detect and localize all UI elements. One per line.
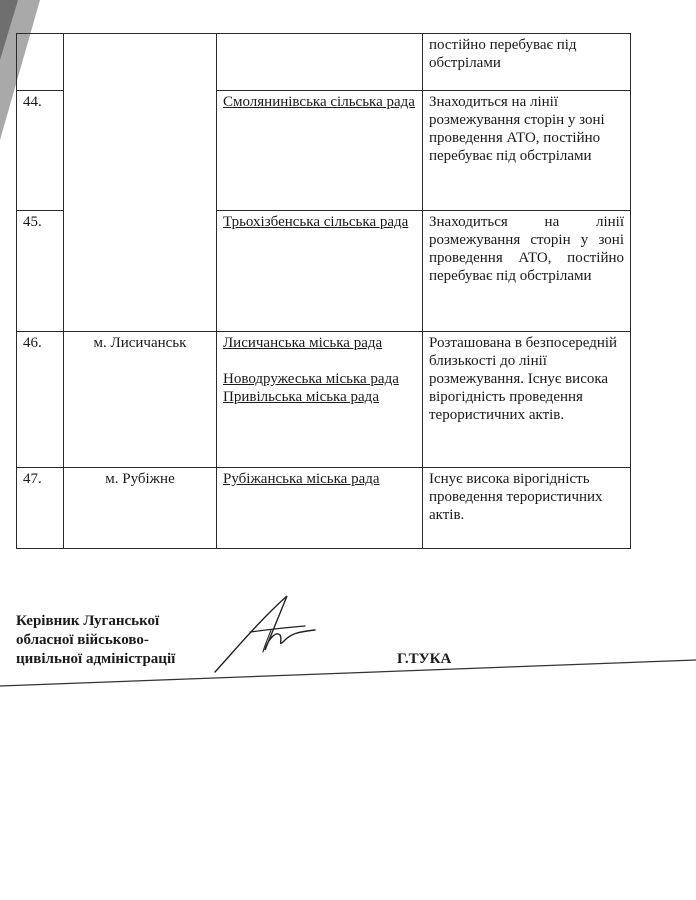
council-name: Смолянинівська сільська рада (223, 94, 415, 110)
council-name: Трьохізбенська сільська рада (223, 214, 409, 230)
row-number-cell: 44. (17, 91, 64, 211)
row-number-cell: 47. (17, 468, 64, 549)
row-number-cell: 45. (17, 211, 64, 332)
city-cell: м. Лисичанськ (64, 332, 217, 468)
status-text: Знаходиться на лінії розмежування сторін у зоні проведення АТО, постійно перебуває під обстрілами (429, 214, 624, 284)
status-text: Існує висока вірогідність проведення терористичних актів. (429, 471, 603, 523)
signatory-title-line: цивільної адміністрації (16, 651, 176, 667)
council-name: Новодружеська міська рада (223, 371, 399, 387)
council-name: Лисичанська міська рада (223, 335, 383, 351)
status-text: Знаходиться на лінії розмежування сторін у зоні проведення АТО, постійно перебуває під обстрілами (429, 94, 605, 164)
signatory-title-line: Керівник Луганської (16, 613, 160, 629)
council-name: Привільська міська рада (223, 389, 379, 405)
council-name: Рубіжанська міська рада (223, 471, 380, 487)
signatory-name: Г.ТУКА (397, 651, 452, 667)
status-text: Розташована в безпосередній близькості до лінії розмежування. Існує висока вірогідність проведення терористичних актів. (429, 335, 618, 423)
signatory-title-line: обласної військово- (16, 632, 149, 648)
status-text: постійно перебуває під обстрілами (429, 37, 577, 71)
city-cell: м. Рубіжне (64, 468, 217, 549)
row-number-cell: 46. (17, 332, 64, 468)
